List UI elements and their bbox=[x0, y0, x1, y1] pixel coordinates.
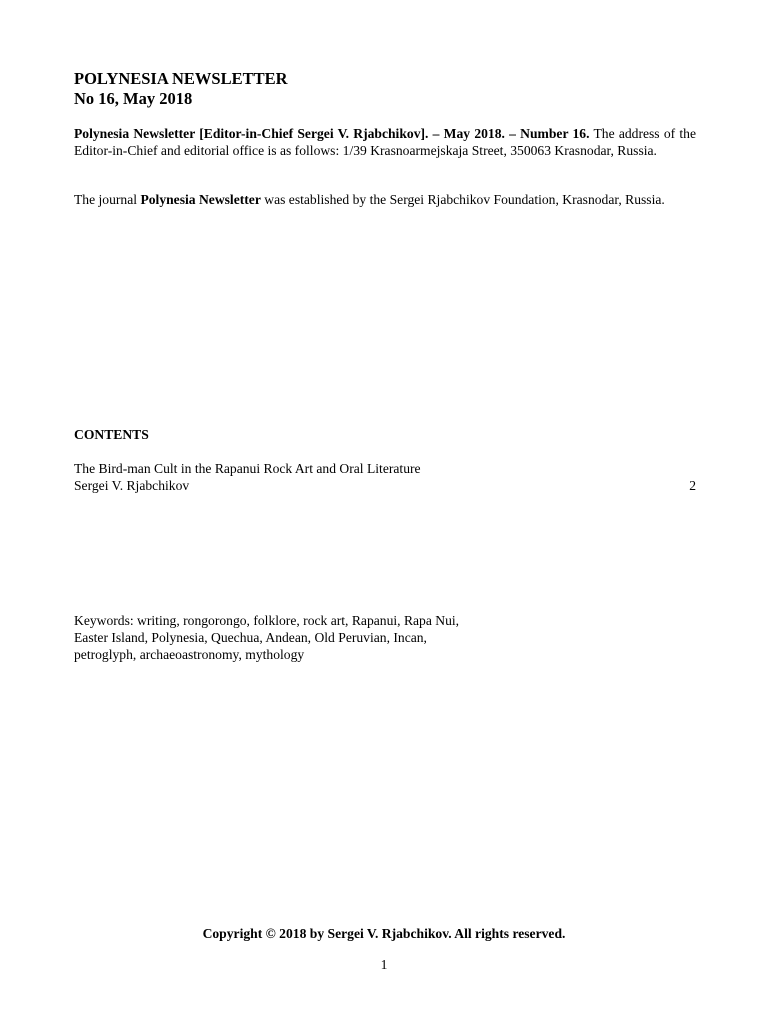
editorial-info-text: The address of the Editor-in-Chief and editorial office is as follows: 1/39 Krasnoarmejskaja Street, 350063 Krasnodar, Russia. bbox=[74, 126, 696, 158]
toc-item-row bbox=[74, 477, 696, 494]
toc-item-title: The Bird-man Cult in the Rapanui Rock Art and Oral Literature bbox=[74, 461, 421, 476]
foundation-text-before: The journal bbox=[74, 192, 141, 207]
contents-heading: CONTENTS bbox=[74, 427, 149, 442]
title-line-1: POLYNESIA NEWSLETTER bbox=[74, 69, 288, 88]
editorial-info-bold: Polynesia Newsletter [Editor-in-Chief Sergei V. Rjabchikov]. – May 2018. – Number 16. bbox=[74, 126, 590, 141]
foundation-paragraph bbox=[74, 191, 696, 208]
toc-item-author: Sergei V. Rjabchikov bbox=[74, 478, 190, 493]
keywords-line-1: Keywords: writing, rongorongo, folklore, rock art, Rapanui, Rapa Nui, bbox=[74, 613, 460, 628]
journal-name: Polynesia Newsletter bbox=[140, 192, 261, 207]
table-of-contents bbox=[74, 460, 696, 494]
toc-item-page: 2 bbox=[689, 478, 696, 493]
newsletter-title bbox=[74, 69, 288, 109]
keywords-line-3: petroglyph, archaeoastronomy, mythology bbox=[74, 647, 305, 662]
keywords-line-2: Easter Island, Polynesia, Quechua, Andean, Old Peruvian, Incan, bbox=[74, 630, 427, 645]
title-line-2: No 16, May 2018 bbox=[74, 89, 193, 108]
foundation-text-after: was established by the Sergei Rjabchikov Foundation, Krasnodar, Russia. bbox=[260, 192, 665, 207]
copyright-notice: Copyright © 2018 by Sergei V. Rjabchikov. All rights reserved. bbox=[202, 926, 566, 941]
page-number: 1 bbox=[380, 957, 388, 972]
editorial-info-paragraph bbox=[74, 125, 696, 159]
keywords-block bbox=[74, 612, 594, 663]
